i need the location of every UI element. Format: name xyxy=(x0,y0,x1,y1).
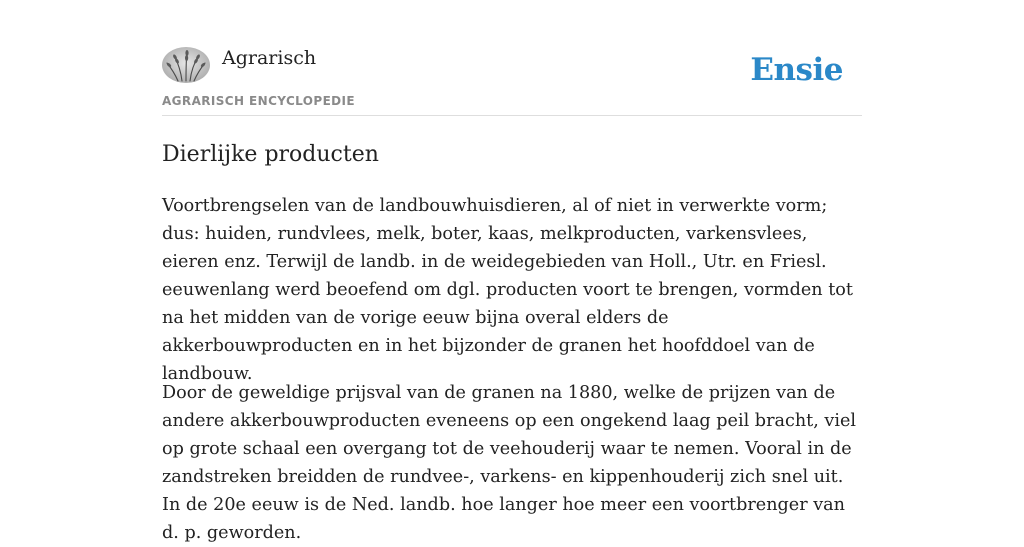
source-title[interactable]: Agrarisch xyxy=(222,47,317,69)
wheat-logo-icon[interactable] xyxy=(162,47,210,83)
source-header xyxy=(162,44,862,116)
article-paragraph: Voortbrengselen van de landbouwhuisdieren, al of niet in verwerkte vorm; dus: huiden, rundvlees, melk, boter, kaas, melkproducten, varkensvlees, eieren enz. Terwijl de landb. in de weidegebieden van Holl., Utr. en Friesl. eeuwenlang werd beoefend om dgl. producten voort te brengen, vormden tot na het midden van de vorige eeuw bijna overal elders de akkerbouwproducten en in het bijzonder de granen het hoofddoel van de landbouw. xyxy=(162,196,853,384)
page-title: Dierlijke producten xyxy=(162,142,379,167)
brand-logo[interactable]: Ensie xyxy=(750,52,843,88)
article-paragraph: Door de geweldige prijsval van de granen na 1880, welke de prijzen van de andere akkerbouwproducten eveneens op een ongekend laag peil bracht, viel op grote schaal een overgang tot de veehouderij waar te nemen. Vooral in de zandstreken breidden de rundvee-, varkens- en kippenhouderij zich snel uit. In de 20e eeuw is de Ned. landb. hoe langer hoe meer een voortbrenger van d. p. geworden. xyxy=(162,383,857,543)
source-subtitle: AGRARISCH ENCYCLOPEDIE xyxy=(162,94,355,108)
